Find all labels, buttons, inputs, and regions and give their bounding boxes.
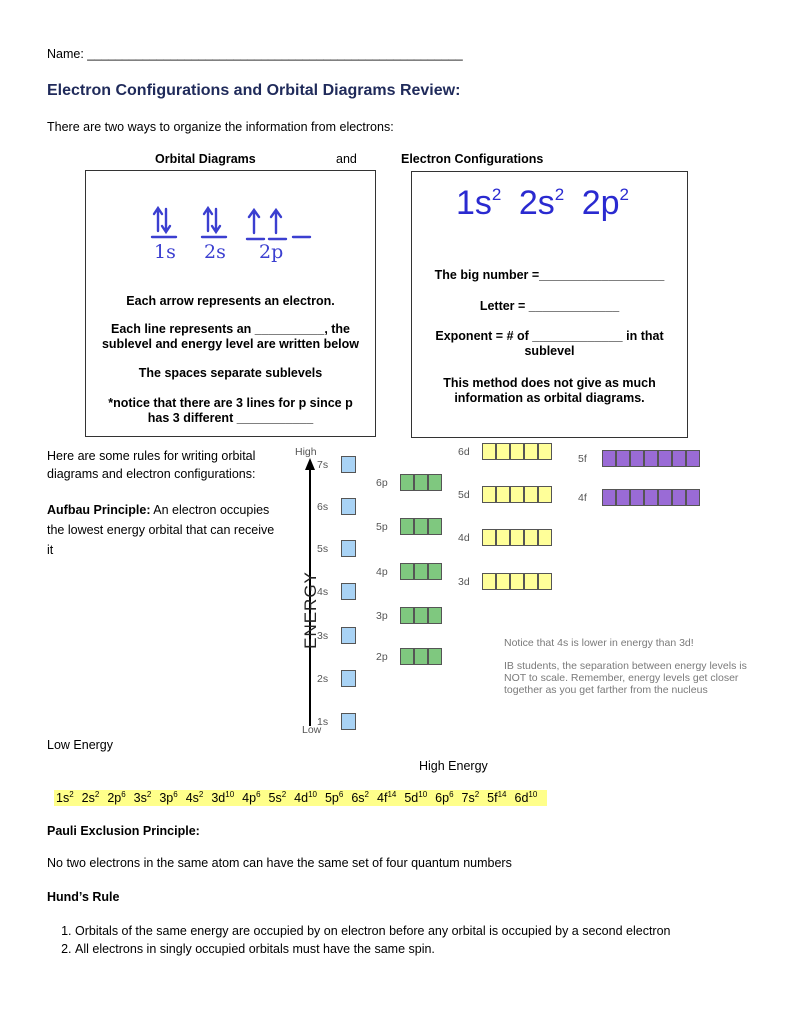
sequence-exponent: 10 [418, 789, 428, 799]
orbital-box-5d [538, 486, 552, 503]
orbital-box-4p [414, 563, 428, 580]
sequence-term [186, 791, 204, 805]
orbital-box-4f [658, 489, 672, 506]
orbital-box-5d [524, 486, 538, 503]
high-label: High [295, 446, 317, 458]
low-energy-label: Low Energy [47, 738, 114, 752]
orbital-diagram-box [85, 170, 376, 437]
orbital-box-5f [658, 450, 672, 467]
p-lines-notice: *notice that there are 3 lines for p since p has 3 different ___________ [108, 396, 353, 425]
orbital-box-1s [341, 713, 356, 730]
level-label-5s: 5s [317, 543, 329, 555]
spaces-explanation: The spaces separate sublevels [138, 366, 323, 380]
hand-label-1s: 1s [154, 241, 176, 263]
level-label-5d: 5d [458, 489, 470, 501]
sequence-term [269, 791, 287, 805]
sequence-exponent: 14 [387, 789, 397, 799]
level-label-6d: 6d [458, 446, 470, 458]
sequence-term [377, 791, 396, 805]
orbital-box-4s [341, 583, 356, 600]
method-note: This method does not give as much information as orbital diagrams. [443, 376, 656, 405]
level-label-7s: 7s [317, 459, 329, 471]
exponent-prompt: Exponent = # of _____________ in that sublevel [435, 329, 664, 358]
hand-label-2s: 2s [204, 241, 226, 263]
orbital-box-3d [510, 573, 524, 590]
orbital-box-6d [538, 443, 552, 460]
page-title: Electron Configurations and Orbital Diagrams Review: [47, 82, 461, 99]
orbital-box-2p [400, 648, 414, 665]
sequence-sublevel: 4s [185, 791, 199, 805]
level-label-3d: 3d [458, 576, 470, 588]
sequence-term [294, 791, 317, 805]
sequence-sublevel: 6d [514, 791, 529, 805]
sequence-term [56, 791, 74, 805]
orbital-box-3s [341, 627, 356, 644]
level-label-2p: 2p [376, 651, 388, 663]
sequence-term [82, 791, 100, 805]
orbital-diagrams-heading: Orbital Diagrams [155, 152, 256, 166]
sequence-sublevel: 5p [324, 791, 339, 805]
note-4s-3d: Notice that 4s is lower in energy than 3d! [504, 637, 694, 649]
energy-axis-label: ENERGY [300, 571, 320, 649]
orbital-box-3d [538, 573, 552, 590]
sequence-term [211, 791, 234, 805]
config-1s: 1s [456, 184, 492, 222]
orbital-box-6d [510, 443, 524, 460]
hund-title: Hund’s Rule [47, 890, 120, 904]
level-label-5f: 5f [578, 453, 587, 465]
orbital-box-4d [538, 529, 552, 546]
orbital-box-4f [630, 489, 644, 506]
config-2s-exp: 2 [554, 185, 565, 204]
level-label-4s: 4s [317, 586, 329, 598]
orbital-box-5f [616, 450, 630, 467]
big-number-prompt: The big number =__________________ [434, 268, 665, 282]
orbital-box-6p [428, 474, 442, 491]
sequence-exponent: 2 [69, 789, 74, 799]
line-explanation: Each line represents an __________, the sublevel and energy level are written below [101, 322, 360, 351]
orbital-box-5d [496, 486, 510, 503]
sequence-sublevel: 2s [81, 791, 95, 805]
sequence-term [462, 791, 480, 805]
orbital-box-4d [510, 529, 524, 546]
orbital-box-3p [400, 607, 414, 624]
sequence-term [487, 791, 506, 805]
config-2p: 2p [581, 184, 620, 222]
sequence-term [242, 791, 260, 805]
orbital-box-6p [400, 474, 414, 491]
sequence-sublevel: 7s [461, 791, 475, 805]
sequence-sublevel: 3s [133, 791, 147, 805]
orbital-box-4p [428, 563, 442, 580]
orbital-box-7s [341, 456, 356, 473]
sequence-sublevel: 4f [377, 791, 388, 805]
sequence-sublevel: 3d [211, 791, 226, 805]
sequence-sublevel: 5s [268, 791, 282, 805]
config-1s-exp: 2 [491, 185, 502, 204]
sequence-exponent: 2 [474, 789, 480, 799]
low-label: Low [302, 724, 322, 736]
orbital-box-4d [524, 529, 538, 546]
orbital-box-5p [400, 518, 414, 535]
name-line: Name: ______________________________________________________ [47, 47, 463, 61]
level-label-4f: 4f [578, 492, 587, 504]
sequence-term [515, 791, 538, 805]
orbital-box-4f [686, 489, 700, 506]
orbital-box-6d [482, 443, 496, 460]
orbital-box-5s [341, 540, 356, 557]
filling-order-sequence [54, 789, 547, 807]
orbital-box-5f [644, 450, 658, 467]
orbital-box-4f [644, 489, 658, 506]
orbital-box-5d [510, 486, 524, 503]
sequence-term [134, 791, 152, 805]
orbital-box-4d [496, 529, 510, 546]
orbital-box-3d [482, 573, 496, 590]
hand-label-2p: 2p [259, 241, 284, 263]
high-energy-label: High Energy [419, 759, 488, 773]
sequence-term [159, 791, 177, 805]
sequence-exponent: 6 [173, 789, 178, 799]
intro-text: There are two ways to organize the information from electrons: [47, 120, 394, 134]
sequence-exponent: 2 [364, 789, 369, 799]
level-label-3s: 3s [317, 630, 329, 642]
sequence-exponent: 2 [198, 789, 204, 799]
orbital-box-3d [524, 573, 538, 590]
level-label-4d: 4d [458, 532, 470, 544]
pauli-text: No two electrons in the same atom can have the same set of four quantum numbers [47, 856, 512, 870]
sequence-exponent: 10 [225, 789, 235, 799]
orbital-box-5f [630, 450, 644, 467]
letter-prompt: Letter = _____________ [479, 299, 620, 313]
sequence-sublevel: 5f [487, 791, 498, 805]
level-label-1s: 1s [317, 716, 329, 728]
sequence-exponent: 14 [497, 789, 507, 799]
orbital-box-3d [496, 573, 510, 590]
energy-level-diagram [280, 440, 760, 740]
orbital-box-6p [414, 474, 428, 491]
level-label-5p: 5p [376, 521, 388, 533]
hund-list [55, 922, 755, 958]
sequence-exponent: 2 [94, 789, 100, 799]
level-label-3p: 3p [376, 610, 388, 622]
example-configuration [456, 184, 629, 223]
orbital-box-5f [602, 450, 616, 467]
orbital-box-2p [414, 648, 428, 665]
sequence-highlight [54, 790, 547, 806]
orbital-box-4f [672, 489, 686, 506]
level-label-4p: 4p [376, 566, 388, 578]
handwritten-orbital-diagram [146, 201, 336, 271]
orbital-box-4d [482, 529, 496, 546]
sequence-sublevel: 6s [351, 791, 365, 805]
orbital-box-2s [341, 670, 356, 687]
orbital-box-3p [428, 607, 442, 624]
level-label-2s: 2s [317, 673, 329, 685]
orbital-box-5p [428, 518, 442, 535]
hund-rule-2: 2. All electrons in singly occupied orbitals must have the same spin. [75, 940, 755, 958]
orbital-box-5f [686, 450, 700, 467]
hund-rule-1: 1. Orbitals of the same energy are occupied by on electron before any orbital is occupied by a second electron [75, 922, 755, 940]
sequence-term [351, 791, 369, 805]
orbital-box-4f [616, 489, 630, 506]
and-text: and [336, 152, 357, 166]
sequence-sublevel: 4p [242, 791, 257, 805]
sequence-term [435, 791, 453, 805]
sequence-exponent: 10 [528, 789, 538, 799]
orbital-box-5p [414, 518, 428, 535]
orbital-box-4p [400, 563, 414, 580]
electron-configuration-box [411, 171, 688, 438]
orbital-box-6d [524, 443, 538, 460]
config-2s: 2s [518, 184, 555, 222]
orbital-box-5f [672, 450, 686, 467]
sequence-term [325, 791, 343, 805]
aufbau-text: An electron occupies the lowest energy orbital that can receive it [47, 503, 275, 557]
sequence-exponent: 2 [281, 789, 287, 799]
sequence-sublevel: 6p [435, 791, 450, 805]
aufbau-principle [47, 500, 282, 560]
sequence-sublevel: 3p [159, 791, 174, 805]
sequence-exponent: 10 [308, 789, 317, 799]
arrow-explanation: Each arrow represents an electron. [126, 294, 335, 308]
orbital-box-6s [341, 498, 356, 515]
sequence-term [404, 791, 427, 805]
sequence-exponent: 6 [338, 789, 344, 799]
aufbau-title: Aufbau Principle: [47, 503, 151, 517]
sequence-sublevel: 2p [107, 791, 122, 805]
note-ib-students: IB students, the separation between energy levels is NOT to scale. Remember, energy levels get closer together as you get farther from the nucleus [504, 660, 747, 696]
rules-intro: Here are some rules for writing orbital diagrams and electron configurations: [47, 449, 256, 481]
orbital-box-3p [414, 607, 428, 624]
electron-configurations-heading: Electron Configurations [401, 152, 544, 166]
sequence-exponent: 6 [449, 789, 454, 799]
sequence-sublevel: 4d [294, 791, 309, 805]
config-2p-exp: 2 [619, 185, 629, 204]
sequence-exponent: 6 [256, 789, 261, 799]
level-label-6s: 6s [317, 501, 329, 513]
orbital-box-6d [496, 443, 510, 460]
orbital-box-2p [428, 648, 442, 665]
orbital-box-4f [602, 489, 616, 506]
orbital-box-5d [482, 486, 496, 503]
sequence-exponent: 6 [121, 789, 126, 799]
level-label-6p: 6p [376, 477, 388, 489]
sequence-sublevel: 1s [56, 791, 70, 805]
sequence-exponent: 2 [146, 789, 152, 799]
sequence-sublevel: 5d [404, 791, 419, 805]
pauli-title: Pauli Exclusion Principle: [47, 824, 200, 838]
sequence-term [107, 791, 125, 805]
